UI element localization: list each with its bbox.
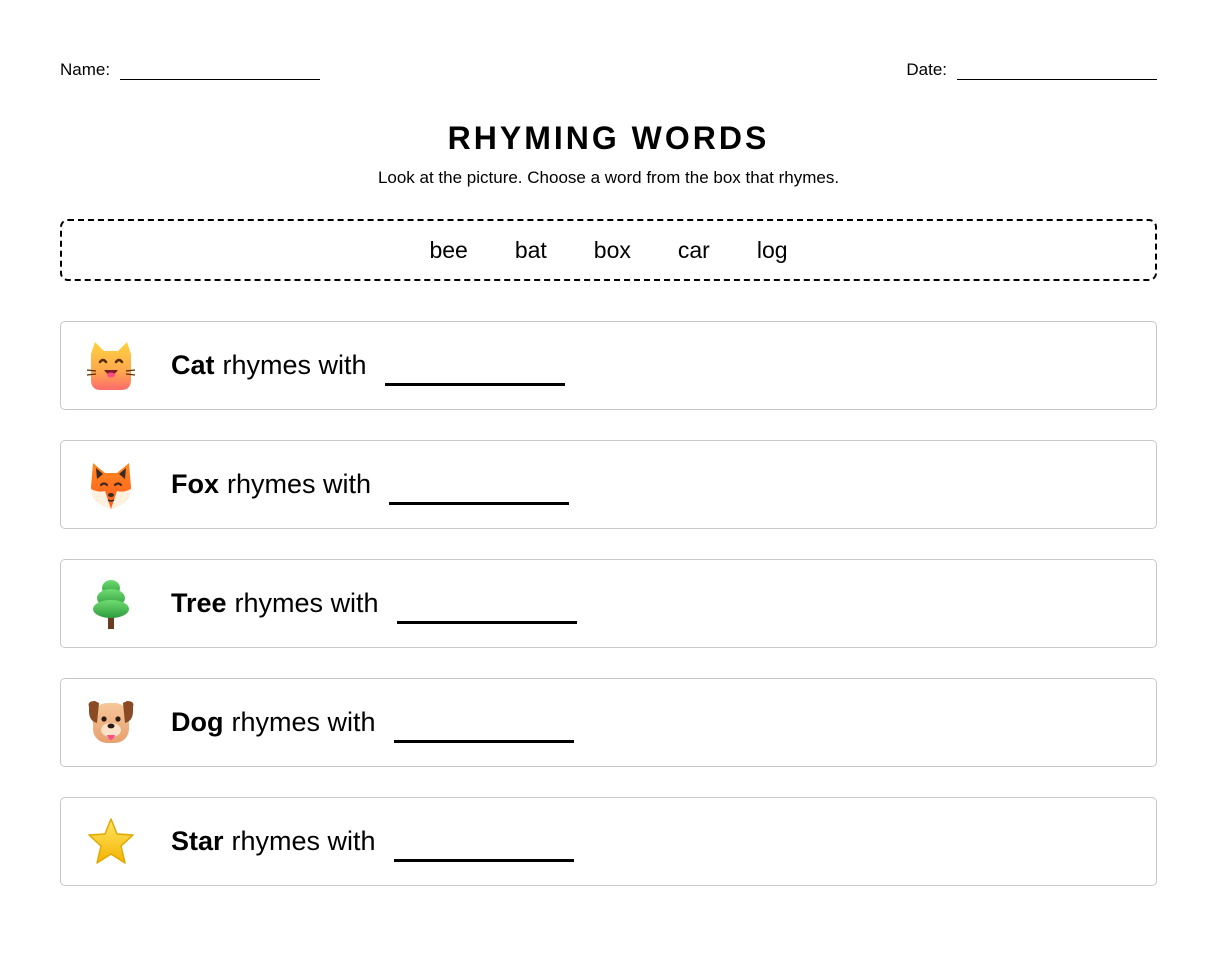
- tree-icon: [85, 578, 137, 630]
- word-bank-item: car: [677, 236, 710, 263]
- date-label: Date:: [906, 60, 947, 79]
- rhyme-row-tree: [60, 559, 1157, 648]
- name-blank-line[interactable]: [120, 65, 320, 80]
- answer-blank-line[interactable]: [397, 599, 577, 624]
- word-bank-item: bat: [514, 236, 547, 263]
- prompt-word: Dog: [171, 707, 224, 737]
- rhyme-row-cat: [60, 321, 1157, 410]
- prompt-text: rhymes with: [234, 588, 379, 618]
- rhyme-prompt: [171, 350, 565, 381]
- cat-icon: [85, 340, 137, 392]
- prompt-word: Fox: [171, 469, 220, 499]
- answer-blank-line[interactable]: [394, 837, 574, 862]
- instructions: Look at the picture. Choose a word from the box that rhymes.: [377, 168, 840, 187]
- date-field: [906, 60, 1157, 80]
- rhyme-row-star: [60, 797, 1157, 886]
- answer-blank-line[interactable]: [394, 718, 574, 743]
- prompt-text: rhymes with: [227, 469, 372, 499]
- name-field: [60, 60, 320, 80]
- fox-icon: [85, 459, 137, 511]
- rhyme-row-dog: [60, 678, 1157, 767]
- page-title: RHYMING WORDS: [447, 120, 770, 156]
- prompt-word: Star: [171, 826, 224, 856]
- prompt-word: Tree: [171, 588, 227, 618]
- rhyme-prompt: [171, 826, 574, 857]
- dog-icon: [85, 697, 137, 749]
- answer-blank-line[interactable]: [385, 361, 565, 386]
- word-bank-item: log: [756, 236, 788, 263]
- prompt-text: rhymes with: [222, 350, 367, 380]
- word-bank-item: box: [593, 236, 631, 263]
- name-label: Name:: [60, 60, 111, 79]
- rhyme-prompt: [171, 469, 569, 500]
- header-row: [60, 60, 1157, 80]
- word-bank-item: bee: [429, 236, 468, 263]
- answer-blank-line[interactable]: [389, 480, 569, 505]
- rhyme-prompt: [171, 707, 574, 738]
- prompt-text: rhymes with: [231, 707, 376, 737]
- rhyme-row-fox: [60, 440, 1157, 529]
- star-icon: [85, 816, 137, 868]
- rhyme-prompt: [171, 588, 577, 619]
- date-blank-line[interactable]: [957, 65, 1157, 80]
- word-bank-box: [60, 219, 1157, 281]
- prompt-text: rhymes with: [231, 826, 376, 856]
- prompt-word: Cat: [171, 350, 215, 380]
